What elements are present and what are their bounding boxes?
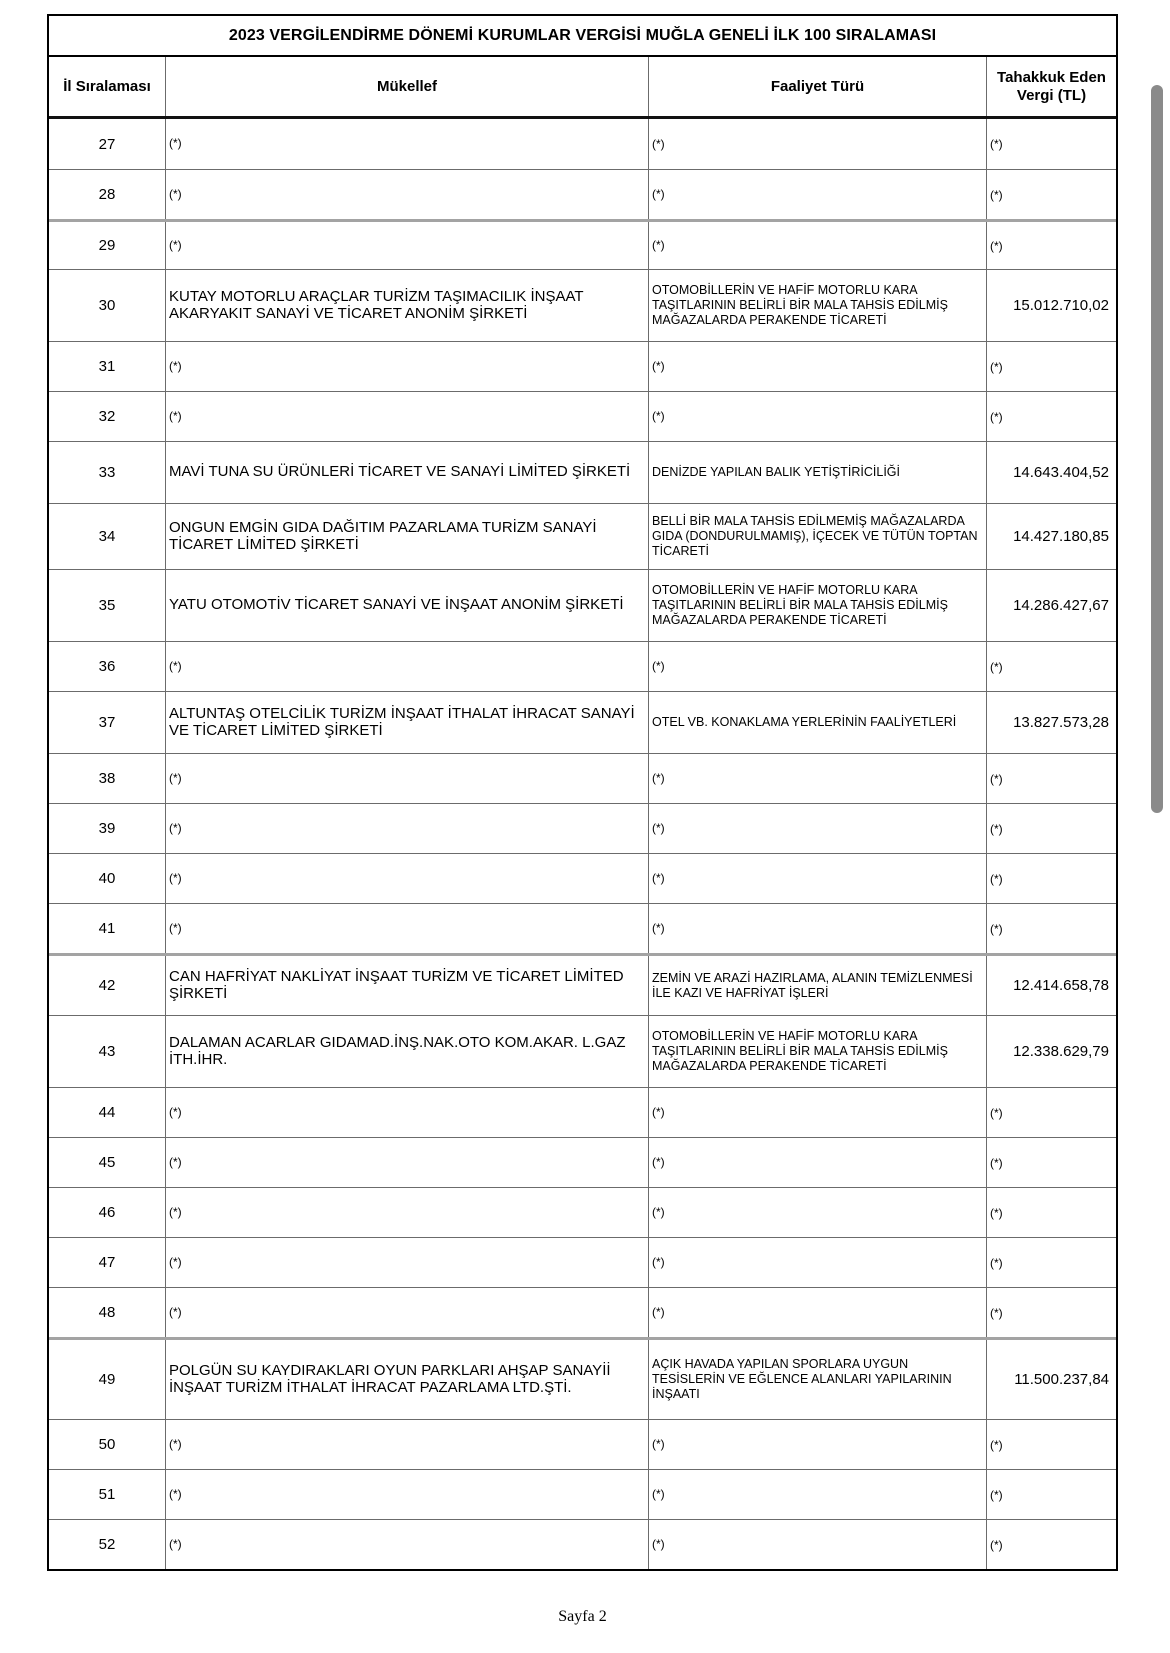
rank-cell: 31 xyxy=(98,358,116,375)
activity-cell: (*) xyxy=(648,1088,986,1137)
table-row xyxy=(49,1237,1116,1287)
rank-cell: 27 xyxy=(98,135,116,153)
tax-cell: 15.012.710,02 xyxy=(986,270,1116,341)
taxpayer-cell: DALAMAN ACARLAR GIDAMAD.İNŞ.NAK.OTO KOM.AKAR. L.GAZ İTH.İHR. xyxy=(165,1016,648,1087)
tax-cell: 11.500.237,84 xyxy=(986,1340,1116,1419)
taxpayer-cell: (*) xyxy=(165,1420,648,1469)
tax-cell: (*) xyxy=(986,1238,1116,1287)
tax-cell: 12.338.629,79 xyxy=(986,1016,1116,1087)
rank-cell: 43 xyxy=(98,1043,116,1060)
activity-cell: (*) xyxy=(648,854,986,903)
tax-cell: 14.643.404,52 xyxy=(986,442,1116,503)
rank-cell: 47 xyxy=(98,1254,116,1271)
activity-cell: OTEL VB. KONAKLAMA YERLERİNİN FAALİYETLERİ xyxy=(648,692,986,753)
table-row xyxy=(49,1469,1116,1519)
activity-cell: (*) xyxy=(648,754,986,803)
rank-cell: 40 xyxy=(98,870,116,887)
table-row xyxy=(49,1015,1116,1087)
taxpayer-cell: (*) xyxy=(165,642,648,691)
activity-cell: (*) xyxy=(648,342,986,391)
activity-cell: (*) xyxy=(648,642,986,691)
activity-cell: (*) xyxy=(648,222,986,269)
tax-cell: 14.427.180,85 xyxy=(986,504,1116,569)
tax-cell: (*) xyxy=(986,754,1116,803)
rank-cell: 41 xyxy=(98,920,116,937)
rank-cell: 35 xyxy=(98,597,116,614)
taxpayer-cell: (*) xyxy=(165,904,648,953)
rank-cell: 34 xyxy=(98,528,116,545)
table-header-row xyxy=(49,57,1116,119)
tax-cell: (*) xyxy=(986,392,1116,441)
activity-cell: (*) xyxy=(648,1138,986,1187)
rank-cell: 46 xyxy=(98,1204,116,1221)
table-row xyxy=(49,691,1116,753)
activity-cell: BELLİ BİR MALA TAHSİS EDİLMEMİŞ MAĞAZALARDA GIDA (DONDURULMAMIŞ), İÇECEK VE TÜTÜN TOPTAN TİCARETİ xyxy=(648,504,986,569)
rank-cell: 42 xyxy=(98,977,116,994)
taxpayer-cell: (*) xyxy=(165,342,648,391)
table-body xyxy=(49,119,1116,1569)
rank-cell: 37 xyxy=(98,714,116,731)
page-number: Sayfa 2 xyxy=(558,1608,607,1625)
taxpayer-cell: ALTUNTAŞ OTELCİLİK TURİZM İNŞAAT İTHALAT İHRACAT SANAYİ VE TİCARET LİMİTED ŞİRKETİ xyxy=(165,692,648,753)
table-row xyxy=(49,641,1116,691)
rank-cell: 44 xyxy=(98,1104,116,1121)
tax-cell: 13.827.573,28 xyxy=(986,692,1116,753)
activity-cell: (*) xyxy=(648,1470,986,1519)
table-row xyxy=(49,753,1116,803)
table-row xyxy=(49,219,1116,269)
header-activity: Faaliyet Türü xyxy=(648,57,986,116)
rank-cell: 30 xyxy=(98,297,116,314)
table-row xyxy=(49,119,1116,169)
table-row xyxy=(49,1337,1116,1419)
taxpayer-cell: YATU OTOMOTİV TİCARET SANAYİ VE İNŞAAT ANONİM ŞİRKETİ xyxy=(165,570,648,641)
table-row xyxy=(49,903,1116,953)
rank-cell: 48 xyxy=(98,1304,116,1321)
tax-cell: (*) xyxy=(986,119,1116,169)
taxpayer-cell: ONGUN EMGİN GIDA DAĞITIM PAZARLAMA TURİZM SANAYİ TİCARET LİMİTED ŞİRKETİ xyxy=(165,504,648,569)
tax-cell: 14.286.427,67 xyxy=(986,570,1116,641)
taxpayer-cell: (*) xyxy=(165,222,648,269)
activity-cell: (*) xyxy=(648,904,986,953)
table-title: 2023 VERGİLENDİRME DÖNEMİ KURUMLAR VERGİSİ MUĞLA GENELİ İLK 100 SIRALAMASI xyxy=(49,16,1116,57)
tax-cell: (*) xyxy=(986,1520,1116,1569)
tax-cell: (*) xyxy=(986,642,1116,691)
tax-cell: (*) xyxy=(986,904,1116,953)
tax-cell: (*) xyxy=(986,342,1116,391)
tax-cell: (*) xyxy=(986,854,1116,903)
taxpayer-cell: (*) xyxy=(165,1470,648,1519)
tax-cell: (*) xyxy=(986,1420,1116,1469)
tax-cell: (*) xyxy=(986,1470,1116,1519)
rank-cell: 38 xyxy=(98,770,116,787)
taxpayer-cell: CAN HAFRİYAT NAKLİYAT İNŞAAT TURİZM VE TİCARET LİMİTED ŞİRKETİ xyxy=(165,956,648,1015)
table-row xyxy=(49,391,1116,441)
taxpayer-cell: KUTAY MOTORLU ARAÇLAR TURİZM TAŞIMACILIK İNŞAAT AKARYAKIT SANAYİ VE TİCARET ANONİM ŞİRKETİ xyxy=(165,270,648,341)
rank-cell: 49 xyxy=(98,1371,116,1388)
activity-cell: AÇIK HAVADA YAPILAN SPORLARA UYGUN TESİSLERİN VE EĞLENCE ALANLARI YAPILARININ İNŞAATI xyxy=(648,1340,986,1419)
rank-cell: 51 xyxy=(98,1486,116,1503)
table-row xyxy=(49,503,1116,569)
table-row xyxy=(49,569,1116,641)
table-row xyxy=(49,1087,1116,1137)
tax-cell: (*) xyxy=(986,1188,1116,1237)
tax-cell: (*) xyxy=(986,1088,1116,1137)
tax-cell: (*) xyxy=(986,170,1116,219)
tax-cell: (*) xyxy=(986,1138,1116,1187)
table-row xyxy=(49,853,1116,903)
header-taxpayer: Mükellef xyxy=(165,57,648,116)
tax-cell: (*) xyxy=(986,1288,1116,1337)
taxpayer-cell: MAVİ TUNA SU ÜRÜNLERİ TİCARET VE SANAYİ LİMİTED ŞİRKETİ xyxy=(165,442,648,503)
activity-cell: (*) xyxy=(648,1420,986,1469)
table-row xyxy=(49,1519,1116,1569)
taxpayer-cell: (*) xyxy=(165,804,648,853)
activity-cell: OTOMOBİLLERİN VE HAFİF MOTORLU KARA TAŞITLARININ BELİRLİ BİR MALA TAHSİS EDİLMİŞ MAĞAZALARDA PERAKENDE TİCARETİ xyxy=(648,570,986,641)
table-row xyxy=(49,803,1116,853)
taxpayer-cell: (*) xyxy=(165,754,648,803)
activity-cell: (*) xyxy=(648,804,986,853)
table-row xyxy=(49,1419,1116,1469)
taxpayer-cell: (*) xyxy=(165,1238,648,1287)
taxpayer-cell: (*) xyxy=(165,1520,648,1569)
rank-cell: 45 xyxy=(98,1154,116,1171)
taxpayer-cell: (*) xyxy=(165,392,648,441)
table-row xyxy=(49,341,1116,391)
activity-cell: (*) xyxy=(648,170,986,219)
rank-cell: 29 xyxy=(98,237,116,254)
taxpayer-cell: (*) xyxy=(165,1088,648,1137)
taxpayer-cell: POLGÜN SU KAYDIRAKLARI OYUN PARKLARI AHŞAP SANAYİİ İNŞAAT TURİZM İTHALAT İHRACAT PAZARLAMA LTD.ŞTİ. xyxy=(165,1340,648,1419)
activity-cell: (*) xyxy=(648,1188,986,1237)
rank-cell: 28 xyxy=(98,186,116,203)
activity-cell: (*) xyxy=(648,392,986,441)
activity-cell: ZEMİN VE ARAZİ HAZIRLAMA, ALANIN TEMİZLENMESİ İLE KAZI VE HAFRİYAT İŞLERİ xyxy=(648,956,986,1015)
taxpayer-cell: (*) xyxy=(165,854,648,903)
taxpayer-cell: (*) xyxy=(165,1188,648,1237)
tax-cell: (*) xyxy=(986,804,1116,853)
activity-cell: (*) xyxy=(648,1520,986,1569)
rank-cell: 32 xyxy=(98,408,116,425)
table-row xyxy=(49,441,1116,503)
table-row xyxy=(49,1287,1116,1337)
table-row xyxy=(49,169,1116,219)
activity-cell: DENİZDE YAPILAN BALIK YETİŞTİRİCİLİĞİ xyxy=(648,442,986,503)
ranking-table xyxy=(47,14,1118,1571)
tax-cell: (*) xyxy=(986,222,1116,269)
rank-cell: 50 xyxy=(98,1436,116,1453)
activity-cell: (*) xyxy=(648,119,986,169)
activity-cell: (*) xyxy=(648,1288,986,1337)
table-row xyxy=(49,953,1116,1015)
header-rank: İl Sıralaması xyxy=(63,77,151,95)
rank-cell: 39 xyxy=(98,820,116,837)
rank-cell: 36 xyxy=(98,658,116,675)
scrollbar-thumb[interactable] xyxy=(1151,85,1163,813)
rank-cell: 33 xyxy=(98,464,116,481)
activity-cell: (*) xyxy=(648,1238,986,1287)
table-row xyxy=(49,269,1116,341)
activity-cell: OTOMOBİLLERİN VE HAFİF MOTORLU KARA TAŞITLARININ BELİRLİ BİR MALA TAHSİS EDİLMİŞ MAĞAZALARDA PERAKENDE TİCARETİ xyxy=(648,270,986,341)
taxpayer-cell: (*) xyxy=(165,119,648,169)
activity-cell: OTOMOBİLLERİN VE HAFİF MOTORLU KARA TAŞITLARININ BELİRLİ BİR MALA TAHSİS EDİLMİŞ MAĞAZALARDA PERAKENDE TİCARETİ xyxy=(648,1016,986,1087)
table-row xyxy=(49,1137,1116,1187)
taxpayer-cell: (*) xyxy=(165,1288,648,1337)
taxpayer-cell: (*) xyxy=(165,170,648,219)
rank-cell: 52 xyxy=(98,1536,116,1553)
header-tax: Tahakkuk Eden Vergi (TL) xyxy=(986,57,1116,116)
table-row xyxy=(49,1187,1116,1237)
tax-cell: 12.414.658,78 xyxy=(986,956,1116,1015)
taxpayer-cell: (*) xyxy=(165,1138,648,1187)
